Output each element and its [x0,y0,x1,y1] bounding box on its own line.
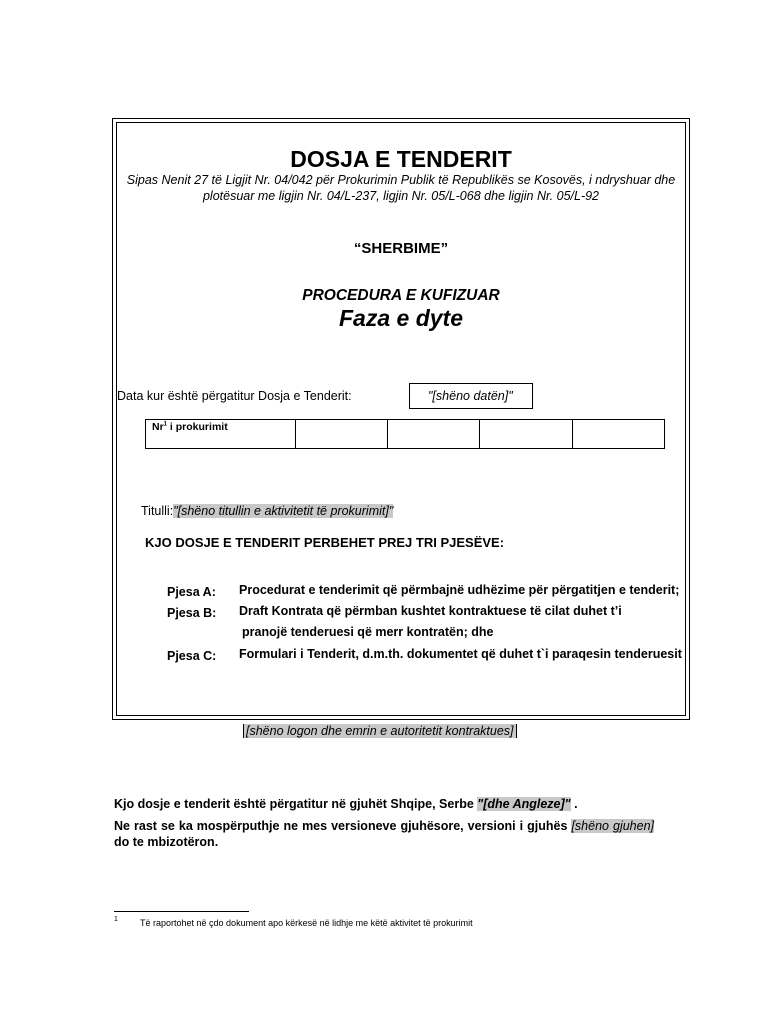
part-b-key: Pjesa B: [167,606,217,620]
language-text: Kjo dosje e tenderit është përgatitur në gjuhët Shqipe, Serbe [114,797,478,811]
procedure-type: PROCEDURA E KUFIZUAR [302,287,500,304]
part-c-key: Pjesa C: [167,649,217,663]
part-b [167,604,216,622]
title-field-label: Titulli: [141,504,174,518]
document-title: DOSJA E TENDERIT [290,146,512,172]
part-b-desc-line1: Draft Kontrata që përmban kushtet kontraktuese të cilat duhet t’i [239,604,622,618]
contract-type: “SHERBIME” [353,240,449,257]
procurement-label-nr: Nr [152,421,164,433]
title-field-row [141,504,393,518]
part-a-key: Pjesa A: [167,585,216,599]
cover-frame [112,118,690,720]
procurement-number-label [146,420,296,449]
procurement-label-rest: i prokurimit [167,421,228,433]
part-c-desc: Formulari i Tenderit, d.m.th. dokumentet që duhet t`i paraqesin tenderuesit [239,647,682,661]
footnote-separator [114,911,249,912]
logo-placeholder[interactable]: [shëno logon dhe emrin e autoritetit kontraktues] [243,724,517,738]
date-field[interactable]: "[shëno datën]" [409,383,533,409]
language-text-end: . [570,797,578,811]
precedence-paragraph [114,818,654,850]
legal-basis-line1: Sipas Nenit 27 të Ligjit Nr. 04/042 për Prokurimin Publik të Republikës se Kosovës, i ndryshuar dhe [126,173,676,187]
footnote-ref: 1 [163,421,168,428]
parts-heading: KJO DOSJE E TENDERIT PERBEHET PREJ TRI PJESËVE: [145,535,505,550]
title-field-value[interactable]: "[shëno titullin e aktivitetit të prokurimit]" [173,504,394,518]
part-a-desc: Procedurat e tenderimit që përmbajnë udhëzime për përgatitjen e tenderit; [239,583,680,597]
phase-label: Faza e dyte [339,305,463,331]
footnote-text: Të raportohet në çdo dokument apo kërkesë në lidhje me këtë aktivitet të prokurimit [140,918,473,928]
procurement-number-cell[interactable] [295,420,387,449]
part-b-desc-line2: pranojë tenderuesi që merr kontratën; dhe [242,625,494,639]
language-paragraph [114,797,578,811]
procurement-number-cell[interactable] [572,420,664,449]
part-a [167,583,216,601]
date-label: Data kur është përgatitur Dosja e Tenderit: [117,389,352,403]
procurement-number-table [145,419,665,449]
footnote-mark: 1 [114,916,118,923]
precedence-text-end: do te mbizotëron. [114,835,219,849]
language-placeholder[interactable]: "[dhe Angleze]" [477,797,571,811]
legal-basis [113,172,689,204]
part-c [167,647,216,665]
legal-basis-line2: plotësuar me ligjin Nr. 04/L-237, ligjin Nr. 05/L-068 dhe ligjin Nr. 05/L-92 [202,189,600,203]
procurement-number-cell[interactable] [387,420,479,449]
procurement-number-cell[interactable] [480,420,572,449]
precedence-text: Ne rast se ka mospërputhje ne mes versioneve gjuhësore, versioni i gjuhës [114,819,572,833]
precedence-placeholder[interactable]: [shëno gjuhen] [571,819,654,833]
